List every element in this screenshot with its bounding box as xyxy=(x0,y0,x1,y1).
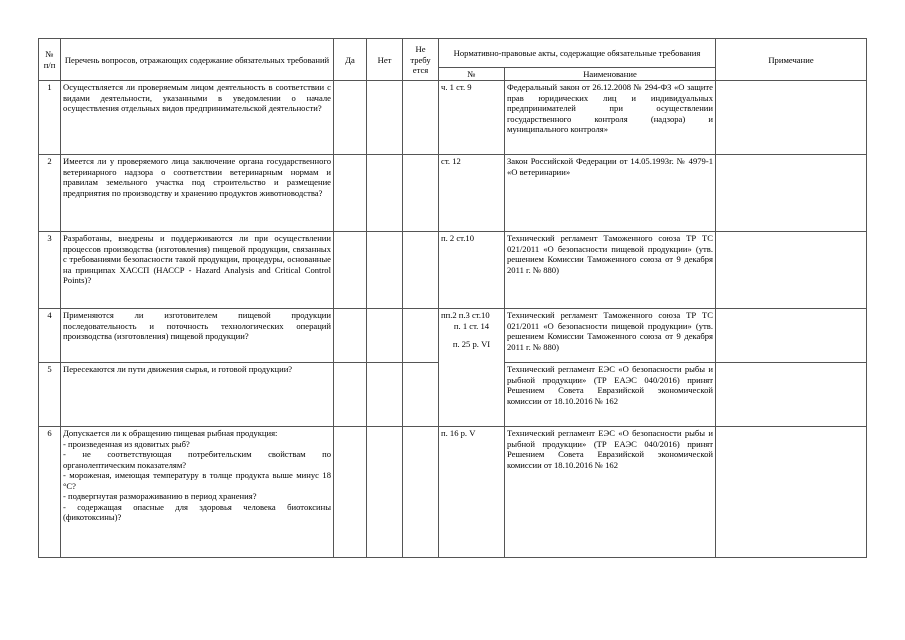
cell-not-required[interactable] xyxy=(403,427,439,558)
row-act: Технический регламент Таможенного союза ТР ТС 021/2011 «О безопасности пищевой продукции» (утв. решением Комиссии Таможенного союза от 9 декабря 2011 г. № 880) xyxy=(505,232,716,309)
row-num: 4 xyxy=(39,309,61,363)
header-acts: Нормативно-правовые акты, содержащие обязательные требования xyxy=(439,39,716,68)
cell-not-required[interactable] xyxy=(403,81,439,155)
row-question xyxy=(61,427,334,558)
row-ref: ст. 12 xyxy=(439,155,505,232)
cell-yes[interactable] xyxy=(334,427,367,558)
ref-spacer xyxy=(441,331,502,339)
row-ref: п. 2 ст.10 xyxy=(439,232,505,309)
cell-note[interactable] xyxy=(716,155,867,232)
row-question: Применяются ли изготовителем пищевой продукции последовательность и поточность технологических операций производства (изготовления) пищевой продукции? xyxy=(61,309,334,363)
cell-no[interactable] xyxy=(367,81,403,155)
row-num: 6 xyxy=(39,427,61,558)
header-num: № п/п xyxy=(39,39,61,81)
cell-yes[interactable] xyxy=(334,363,367,427)
question-line: - мороженая, имеющая температуру в толще продукта выше минус 18 °С? xyxy=(63,470,331,491)
cell-not-required[interactable] xyxy=(403,309,439,363)
cell-no[interactable] xyxy=(367,309,403,363)
cell-yes[interactable] xyxy=(334,81,367,155)
table-row xyxy=(39,155,867,232)
ref-line: п. 25 р. VI xyxy=(452,339,491,350)
question-line: - подвергнутая размораживанию в период хранения? xyxy=(63,491,257,502)
cell-no[interactable] xyxy=(367,155,403,232)
checklist-table xyxy=(38,38,867,558)
cell-note[interactable] xyxy=(716,363,867,427)
cell-yes[interactable] xyxy=(334,309,367,363)
question-line: Допускается ли к обращению пищевая рыбная продукция: xyxy=(63,428,278,439)
cell-note[interactable] xyxy=(716,309,867,363)
header-act-num: № xyxy=(439,68,505,81)
table-row xyxy=(39,309,867,363)
cell-note[interactable] xyxy=(716,81,867,155)
cell-yes[interactable] xyxy=(334,155,367,232)
cell-not-required[interactable] xyxy=(403,232,439,309)
question-line: - не соответствующая потребительским свойствам по органолептическим показателям? xyxy=(63,449,331,470)
header-yes: Да xyxy=(334,39,367,81)
question-line: - содержащая опасные для здоровья человека биотоксины (фикотоксины)? xyxy=(63,501,331,523)
row-ref-merged xyxy=(439,309,505,427)
cell-no[interactable] xyxy=(367,427,403,558)
row-act: Федеральный закон от 26.12.2008 № 294-ФЗ «О защите прав юридических лиц и индивидуальных предпринимателей при осуществлении государственного контроля (надзора) и муниципального контроля» xyxy=(505,81,716,155)
table-row xyxy=(39,427,867,558)
table-row xyxy=(39,81,867,155)
header-act-name: Наименование xyxy=(505,68,716,81)
cell-yes[interactable] xyxy=(334,232,367,309)
row-num: 5 xyxy=(39,363,61,427)
ref-line: п. 1 ст. 14 xyxy=(453,320,490,331)
header-no: Нет xyxy=(367,39,403,81)
row-ref: п. 16 р. V xyxy=(439,427,505,558)
row-act: Технический регламент ЕЭС «О безопасности рыбы и рыбной продукции» (ТР ЕАЭС 040/2016) принят Решением Совета Евразийской экономической комиссии от 18.10.2016 № 162 xyxy=(505,363,716,427)
header-question: Перечень вопросов, отражающих содержание обязательных требований xyxy=(61,39,334,81)
header-note: Примечание xyxy=(716,39,867,81)
row-act: Закон Российской Федерации от 14.05.1993г. № 4979-1 «О ветеринарии» xyxy=(505,155,716,232)
row-question: Осуществляется ли проверяемым лицом деятельность в соответствии с видами деятельности, указанными в уведомлении о начале осуществления отдельных видов предпринимательской деятельности? xyxy=(61,81,334,155)
row-act: Технический регламент Таможенного союза ТР ТС 021/2011 «О безопасности пищевой продукции» (утв. решением Комиссии Таможенного союза от 9 декабря 2011 г. № 880) xyxy=(505,309,716,363)
row-num: 3 xyxy=(39,232,61,309)
table-header xyxy=(39,39,867,81)
cell-not-required[interactable] xyxy=(403,155,439,232)
cell-no[interactable] xyxy=(367,363,403,427)
table-row xyxy=(39,232,867,309)
row-num: 1 xyxy=(39,81,61,155)
checklist-sheet xyxy=(38,38,866,558)
row-act: Технический регламент ЕЭС «О безопасности рыбы и рыбной продукции» (ТР ЕАЭС 040/2016) принят Решением Совета Евразийской экономической комиссии от 18.10.2016 № 162 xyxy=(505,427,716,558)
cell-not-required[interactable] xyxy=(403,363,439,427)
header-not-required: Не требу ется xyxy=(403,39,439,81)
row-ref: ч. 1 ст. 9 xyxy=(439,81,505,155)
row-num: 2 xyxy=(39,155,61,232)
ref-line: пп.2 п.3 ст.10 xyxy=(441,310,490,321)
cell-note[interactable] xyxy=(716,427,867,558)
cell-note[interactable] xyxy=(716,232,867,309)
row-question: Имеется ли у проверяемого лица заключение органа государственного ветеринарного надзора о соответствии ветеринарным нормам и правилам земельного участка под строительство и размещение предприятия по производству и хранению продуктов животноводства? xyxy=(61,155,334,232)
cell-no[interactable] xyxy=(367,232,403,309)
row-question: Пересекаются ли пути движения сырья, и готовой продукции? xyxy=(61,363,334,427)
row-question: Разработаны, внедрены и поддерживаются ли при осуществлении процессов производства (изготовления) пищевой продукции, связанных с требованиями безопасности такой продукции, процедуры, основанные на принципах ХАССП (НАССР - Hazard Analysis and Critical Control Points)? xyxy=(61,232,334,309)
question-line: - произведенная из ядовитых рыб? xyxy=(63,438,190,449)
